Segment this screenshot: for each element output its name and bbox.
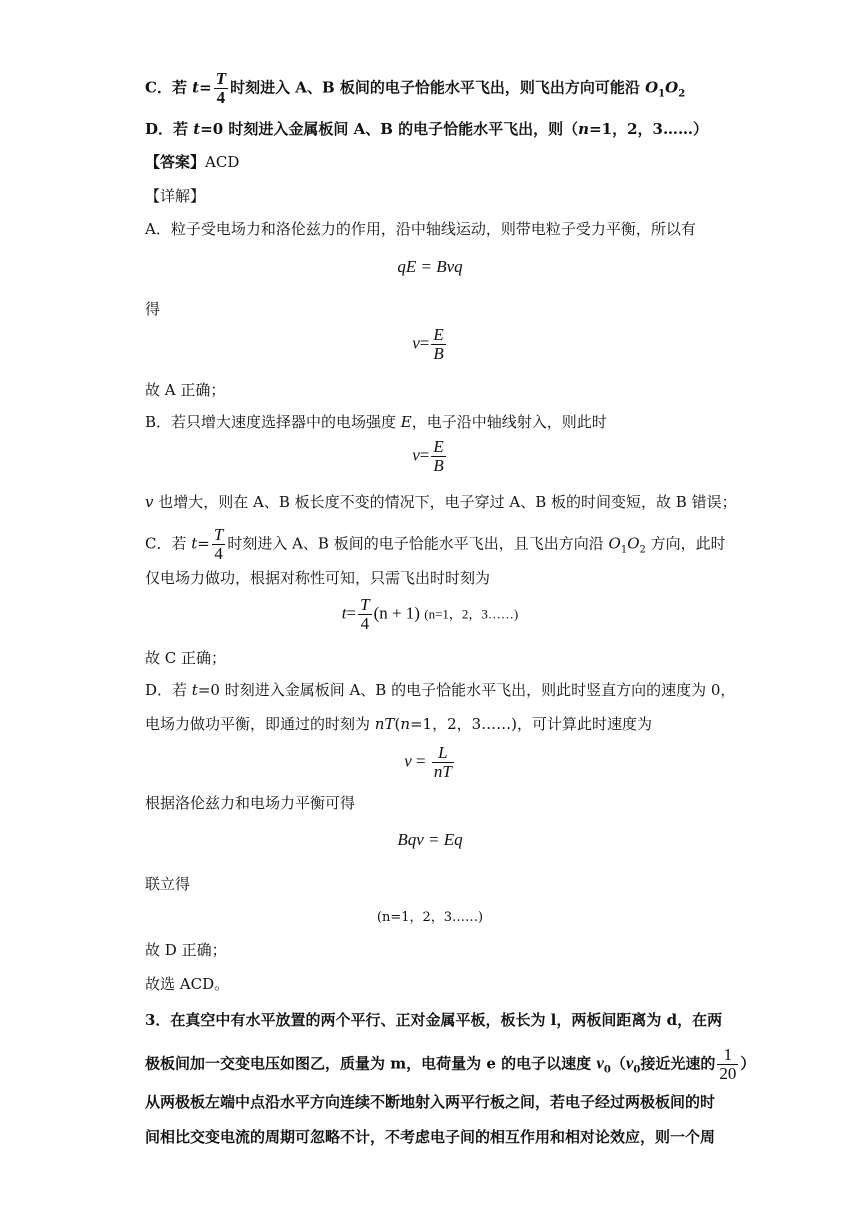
- answer-line: 【答案】ACD: [145, 153, 240, 171]
- condition-n: (n=1，2，3……): [376, 910, 484, 925]
- question-3-line-3: 从两极板左端中点沿水平方向连续不断地射入两平行板之间，若电子经过两极板间的时: [145, 1093, 716, 1111]
- explanation-d: D．若 t=0 时刻进入金属板间 A、B 的电子恰能水平飞出，则此时竖直方向的速度为 0，: [145, 681, 736, 699]
- explanation-b: B．若只增大速度选择器中的电场强度 E，电子沿中轴线射入，则此时: [145, 413, 607, 431]
- explanation-a: A．粒子受电场力和洛伦兹力的作用，沿中轴线运动，则带电粒子受力平衡，所以有: [145, 220, 696, 238]
- conclusion-d: 故 D 正确；: [145, 941, 227, 959]
- question-3-line-2: 极板间加一交变电压如图乙，质量为 m，电荷量为 e 的电子以速度 $v_0(v_0$接近光速的 $\frac{1}{20}$ ）: [145, 1045, 756, 1083]
- equation-v-e-over-b: v= $\frac{E}{B}$: [412, 325, 444, 363]
- final-answer: 故选 ACD。: [145, 975, 230, 993]
- equation-t-formula: t= $\frac{T}{4}$ (n + 1) (n=1，2，3……): [341, 595, 519, 633]
- question-3-line-1: 3．在真空中有水平放置的两个平行、正对金属平板，板长为 l，两板间距离为 d，在两: [145, 1011, 723, 1029]
- question-3-line-4: 间相比交变电流的周期可忽略不计，不考虑电子间的相互作用和相对论效应，则一个周: [145, 1128, 716, 1146]
- detail-heading: 【详解】: [145, 187, 206, 205]
- equation-v-e-over-b-2: v= $\frac{E}{B}$: [412, 437, 444, 475]
- explanation-b-2: v 也增大，则在 A、B 板长度不变的情况下，电子穿过 A、B 板的时间变短，故 B 错误；: [145, 493, 737, 511]
- conclusion-c: 故 C 正确；: [145, 649, 227, 667]
- fraction-t-over-4: $\frac{T}{4}$: [215, 69, 227, 107]
- explanation-d-3: 根据洛伦兹力和电场力平衡可得: [145, 794, 356, 812]
- option-c: C．若 t= $\frac{T}{4}$ 时刻进入 A、B 板间的电子恰能水平飞出，则飞出方向可能沿 $O_1O_2$: [145, 69, 686, 107]
- equation-bqv-eq: Bqv = Eq: [397, 830, 463, 849]
- equation-v-l-over-nt: v = $\frac{L}{nT}$: [404, 743, 452, 781]
- explanation-c: C．若 t= $\frac{T}{4}$ 时刻进入 A、B 板间的电子恰能水平飞出，且飞出方向沿 $O_1O_2$ 方向，此时: [145, 525, 726, 563]
- option-d: D．若 t=0 时刻进入金属板间 A、B 的电子恰能水平飞出，则（n=1，2，3……）: [145, 120, 708, 138]
- text-de: 得: [145, 300, 161, 318]
- explanation-c-2: 仅电场力做功，根据对称性可知，只需飞出时时刻为: [145, 569, 491, 587]
- conclusion-a: 故 A 正确；: [145, 381, 226, 399]
- equation-qe-bvq: qE = Bvq: [397, 257, 463, 276]
- text-lianli: 联立得: [145, 875, 191, 893]
- explanation-d-2: 电场力做功平衡，即通过的时刻为 nT(n=1，2，3……)，可计算此时速度为: [145, 715, 653, 733]
